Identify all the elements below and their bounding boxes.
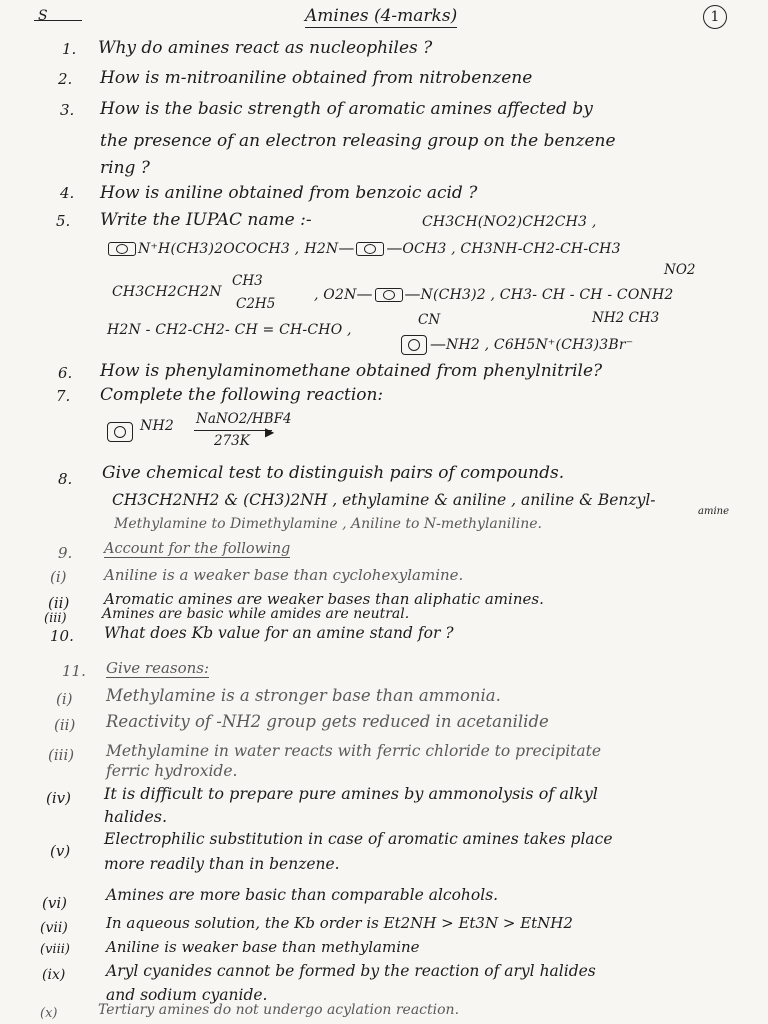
benzene-ring-icon: [356, 242, 384, 256]
benzene-ring-icon: [107, 422, 133, 442]
q5-text: Write the IUPAC name :-: [100, 210, 312, 230]
q8-line-2-wrap: amine: [698, 506, 730, 517]
q11-item-4-cont: halides.: [104, 807, 168, 826]
q2-text: How is m-nitroaniline obtained from nitrobenzene: [100, 68, 533, 88]
q5-formula-2b: H2N: [304, 241, 339, 257]
page-number: 1: [703, 5, 727, 29]
benzene-ring-icon: [375, 288, 403, 302]
q3-number: 3.: [60, 101, 75, 119]
corner-mark: S: [38, 8, 48, 24]
q7-condition: 273K: [214, 433, 250, 449]
q5-formula-2d: NO2: [664, 262, 696, 278]
q9-item-3-text: Amines are basic while amides are neutral.: [102, 606, 410, 622]
q5-formula-3c: , O2N: [314, 287, 357, 303]
q5-formula-row-2: N⁺H(CH3)2OCOCH3 , H2N— —OCH3 , CH3NH-CH2-CH-CH3: [106, 238, 621, 257]
q5-formula-3e: NH2 CH3: [592, 310, 660, 326]
q3-line-2: the presence of an electron releasing group on the benzene: [100, 131, 616, 151]
q5-formula-row-4: —NH2 , C6H5N⁺(CH3)3Br⁻: [398, 334, 633, 355]
q9-text: Account for the following: [104, 541, 291, 557]
q11-item-7-text: In aqueous solution, the Kb order is Et2NH > Et3N > EtNH2: [106, 914, 573, 932]
q7-text: Complete the following reaction:: [100, 385, 384, 405]
q8-number: 8.: [58, 470, 73, 488]
q11-item-3-label: (iii): [48, 746, 75, 764]
benzene-ring-icon: [108, 242, 136, 256]
q11-item-7-label: (vii): [40, 920, 68, 936]
q8-line-2: CH3CH2NH2 & (CH3)2NH , ethylamine & aniline , aniline & Benzyl-: [112, 491, 656, 509]
benzene-ring-icon: [401, 335, 427, 355]
q6-text: How is phenylaminomethane obtained from phenylnitrile?: [100, 361, 603, 381]
q5-formula-3a: CH3CH2CH2N: [112, 284, 222, 300]
q11-item-8-text: Aniline is weaker base than methylamine: [106, 938, 420, 956]
q11-item-6-label: (vi): [42, 894, 67, 912]
q9-item-3-label: (iii): [44, 611, 67, 626]
q10-text: What does Kb value for an amine stand for ?: [104, 624, 454, 642]
q11-item-5-cont: more readily than in benzene.: [104, 855, 340, 873]
q11-item-1-label: (i): [56, 690, 73, 708]
q11-item-2-text: Reactivity of -NH2 group gets reduced in acetanilide: [106, 712, 549, 731]
q5-formula-4c: NH2 , C6H5N⁺(CH3)3Br⁻: [446, 337, 634, 353]
q1-number: 1.: [62, 40, 77, 58]
q8-line-3: Methylamine to Dimethylamine , Aniline to N-methylaniline.: [114, 516, 542, 532]
corner-rule: [34, 20, 82, 21]
q5-formula-3b-bottom: C2H5: [236, 296, 276, 312]
q5-number: 5.: [56, 212, 71, 230]
q11-item-6-text: Amines are more basic than comparable alcohols.: [106, 886, 499, 904]
q5-formula-2a: N⁺H(CH3)2OCOCH3 ,: [138, 241, 300, 257]
q9-item-2-label: (ii): [48, 594, 70, 612]
q11-item-8-label: (viii): [40, 942, 70, 957]
q5-formula-4a: H2N - CH2-CH2- CH = CH-CHO ,: [107, 322, 352, 338]
q11-item-3-cont: ferric hydroxide.: [106, 762, 238, 780]
q11-item-1-text: Methylamine is a stronger base than ammonia.: [106, 686, 501, 705]
q11-number: 11.: [62, 662, 86, 680]
q11-item-2-label: (ii): [54, 716, 76, 734]
q7-reactant: NH2: [140, 418, 174, 434]
q5-formula-2c: OCH3 , CH3NH-CH2-CH-CH3: [402, 241, 621, 257]
q9-number: 9.: [58, 544, 73, 562]
q11-item-5-text: Electrophilic substitution in case of aromatic amines takes place: [104, 830, 613, 848]
q9-item-1-label: (i): [50, 568, 67, 586]
arrow-head-icon: ▶: [265, 425, 275, 439]
reaction-arrow: [194, 430, 272, 431]
q11-item-3-text: Methylamine in water reacts with ferric chloride to precipitate: [106, 742, 602, 760]
q11-item-10-label: (x): [40, 1006, 58, 1021]
q5-formula-1: CH3CH(NO2)CH2CH3 ,: [422, 214, 597, 230]
q5-formula-row-3: , O2N— —N(CH3)2 , CH3- CH - CH - CONH2: [314, 284, 674, 303]
q5-formula-3b-top: CH3: [232, 273, 263, 289]
q3-line-3: ring ?: [100, 158, 150, 178]
q11-item-4-text: It is difficult to prepare pure amines by ammonolysis of alkyl: [104, 784, 598, 803]
q11-text: Give reasons:: [106, 659, 210, 677]
q11-item-4-label: (iv): [46, 789, 71, 807]
q10-number: 10.: [50, 627, 74, 645]
q11-item-9-text: Aryl cyanides cannot be formed by the reaction of aryl halides: [106, 962, 596, 980]
q4-text: How is aniline obtained from benzoic acid ?: [100, 183, 478, 203]
q11-item-9-cont: and sodium cyanide.: [106, 986, 268, 1004]
q4-number: 4.: [60, 184, 75, 202]
q9-item-1-text: Aniline is a weaker base than cyclohexylamine.: [104, 566, 464, 584]
q5-formula-3d: N(CH3)2 , CH3- CH - CH - CONH2: [420, 287, 674, 303]
q7-reagent: NaNO2/HBF4: [196, 411, 292, 427]
q7-number: 7.: [56, 387, 71, 405]
q3-line-1: How is the basic strength of aromatic amines affected by: [100, 99, 593, 119]
q11-item-5-label: (v): [50, 842, 71, 860]
q9-item-2-text: Aromatic amines are weaker bases than aliphatic amines.: [104, 590, 544, 608]
q8-text: Give chemical test to distinguish pairs of compounds.: [102, 463, 565, 483]
q2-number: 2.: [58, 70, 73, 88]
q11-item-9-label: (ix): [42, 967, 66, 983]
page-title: Amines (4-marks): [305, 6, 458, 26]
q5-formula-4b: CN: [418, 312, 441, 328]
q11-item-10-text: Tertiary amines do not undergo acylation reaction.: [98, 1002, 460, 1018]
q1-text: Why do amines react as nucleophiles ?: [98, 38, 433, 58]
q6-number: 6.: [58, 364, 73, 382]
